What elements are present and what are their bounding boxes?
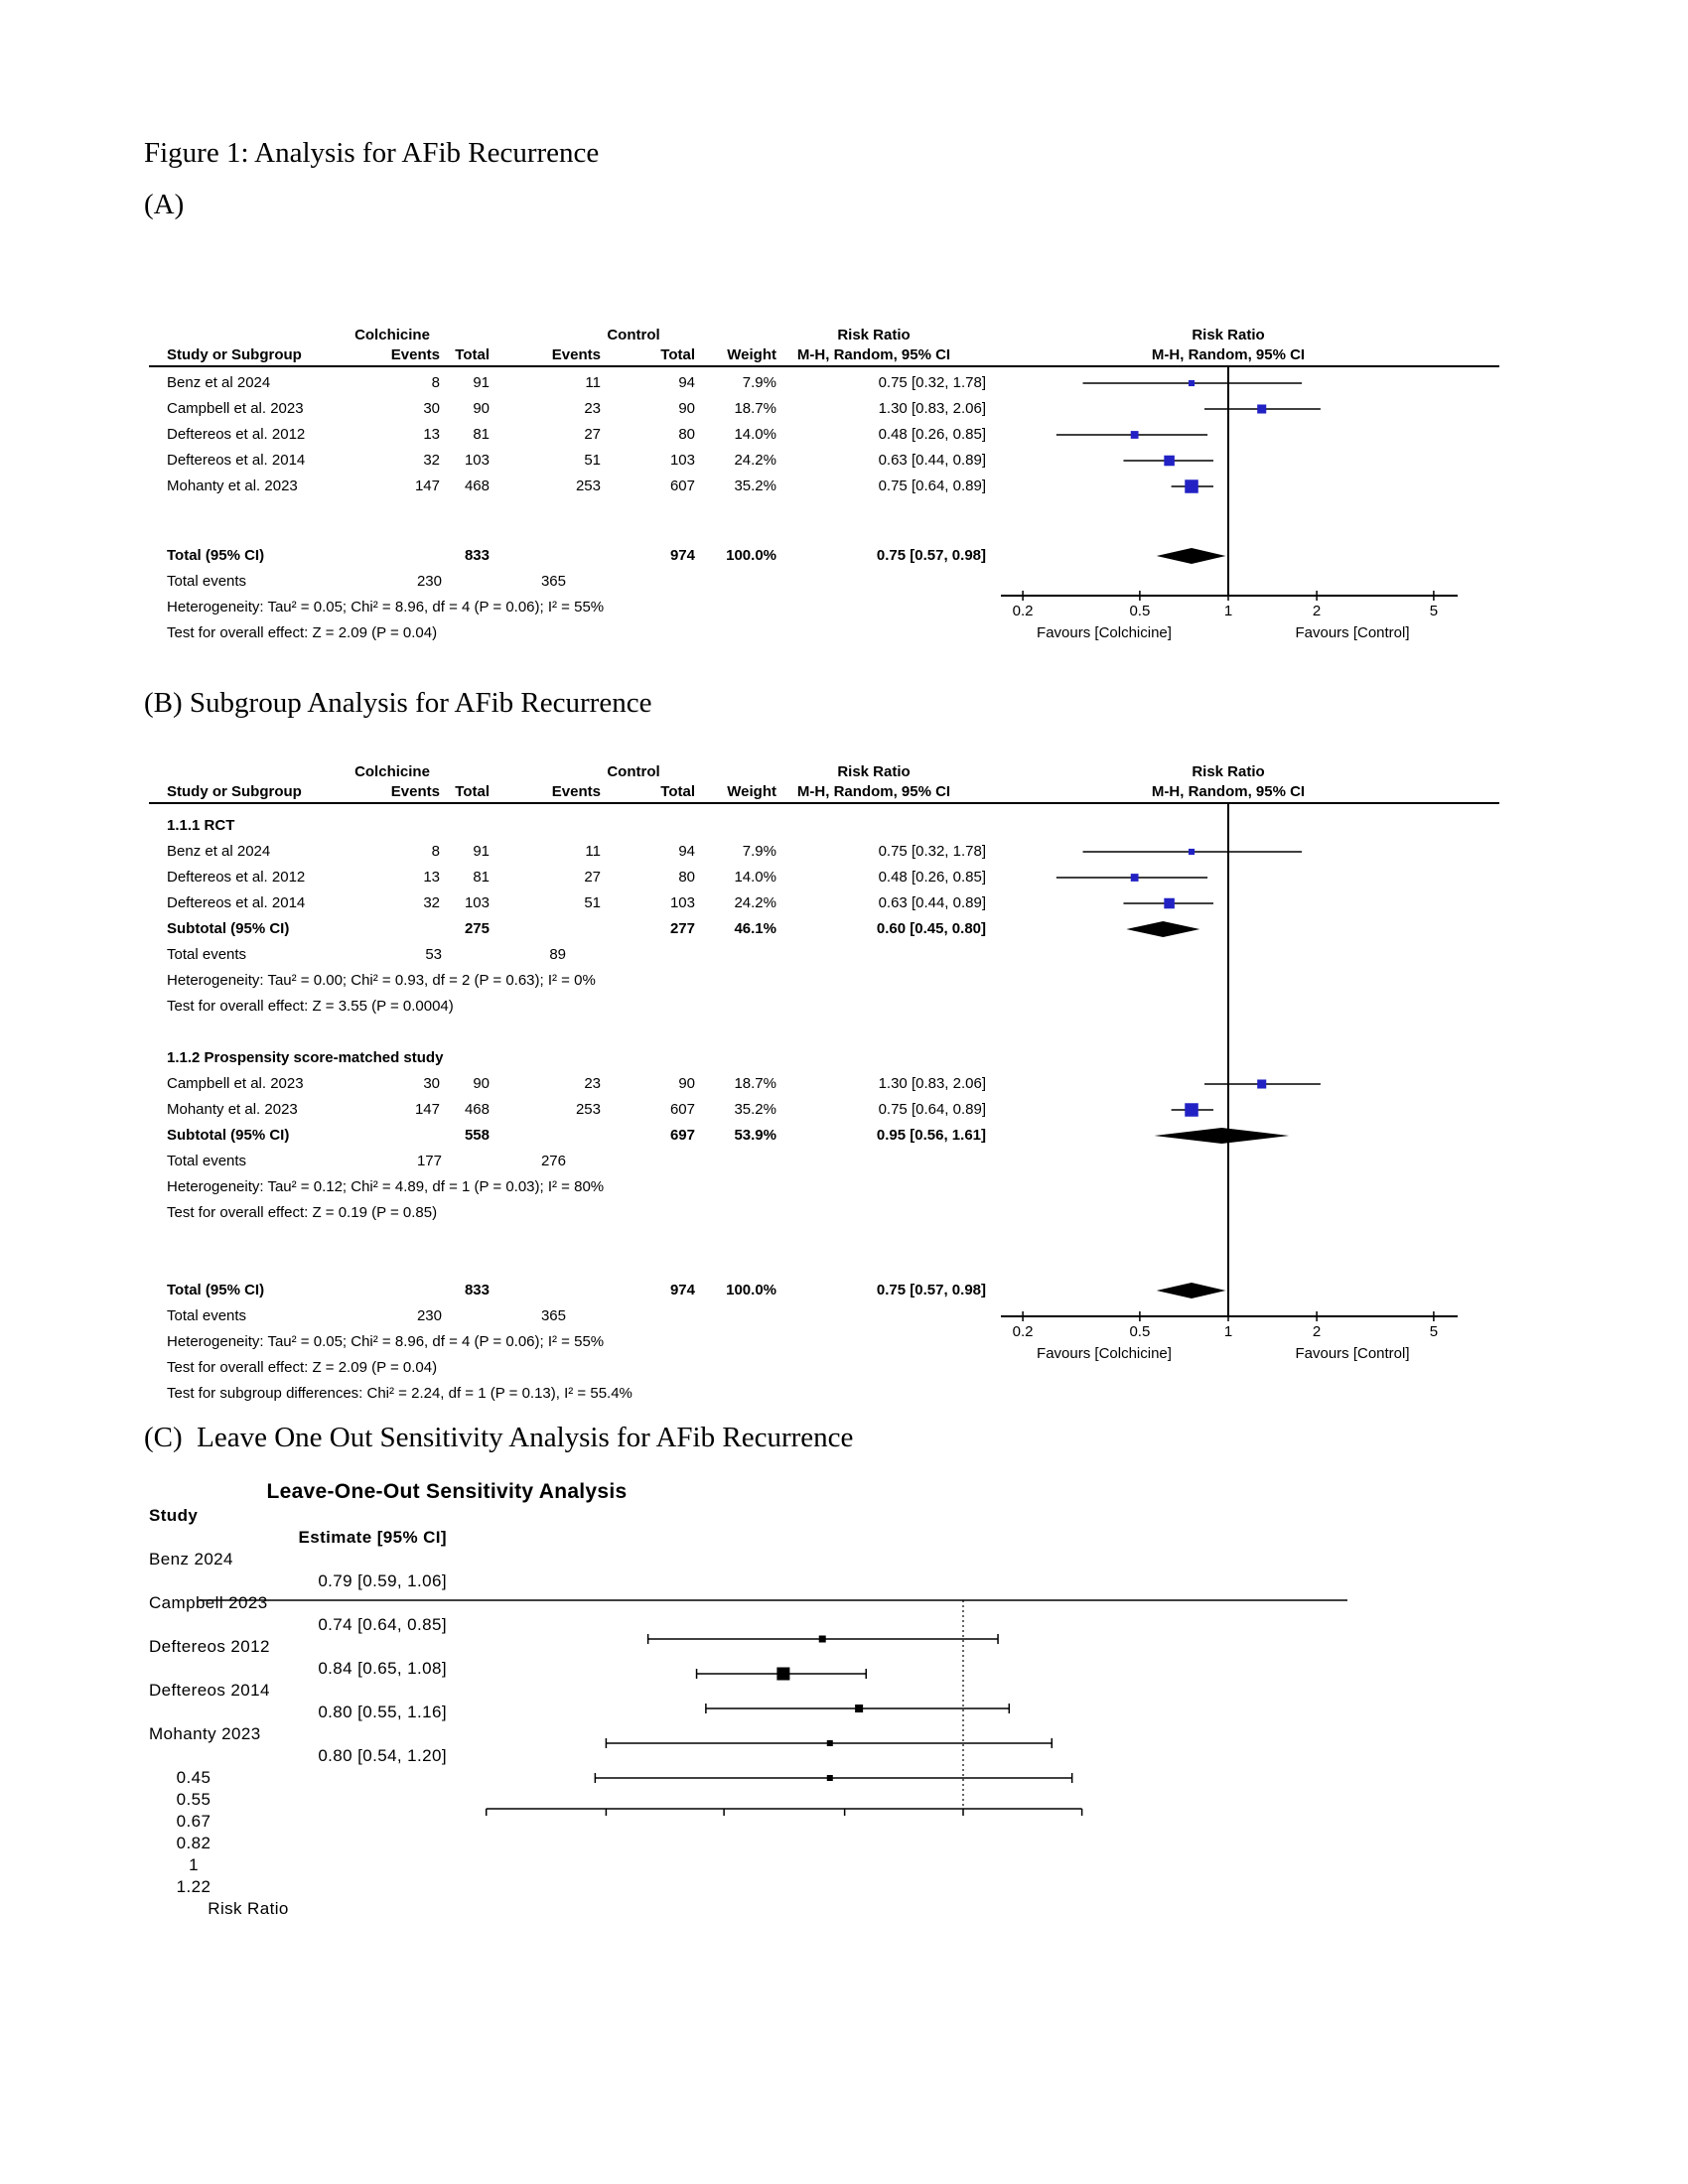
events-control: 23	[584, 1075, 601, 1092]
study-label: Deftereos et al. 2014	[167, 894, 306, 911]
events-control: 51	[584, 452, 601, 469]
total-colchicine: 103	[464, 452, 490, 469]
axis-tick-label: 0.55	[176, 1790, 211, 1809]
study-label: Benz et al 2024	[167, 374, 271, 391]
subtotal-risk-ratio: 0.95 [0.56, 1.61]	[876, 1127, 986, 1144]
col-total-1: Total	[455, 783, 490, 800]
events-control: 27	[584, 426, 601, 443]
estimate-value: 0.74 [0.64, 0.85]	[318, 1615, 447, 1634]
total-events-colchicine: 230	[416, 573, 442, 590]
total-control: 607	[669, 478, 695, 494]
axis-tick-label: 0.45	[176, 1768, 211, 1787]
study-label: Benz 2024	[149, 1550, 233, 1569]
col-study-header: Study	[149, 1506, 199, 1525]
risk-ratio-value: 0.75 [0.32, 1.78]	[878, 843, 986, 860]
events-colchicine: 32	[423, 894, 440, 911]
study-marker	[776, 1668, 789, 1681]
weight-value: 18.7%	[734, 400, 776, 417]
total-total-2: 974	[669, 547, 695, 564]
col-mh-random-text: M-H, Random, 95% CI	[796, 783, 951, 800]
total-control: 80	[678, 869, 695, 886]
axis-tick-label: 5	[1429, 603, 1439, 619]
axis-tick-label: 0.67	[176, 1812, 211, 1831]
events-control: 23	[584, 400, 601, 417]
subtotal-weight: 53.9%	[734, 1127, 776, 1144]
header-rule	[149, 365, 1499, 367]
col-risk-ratio-text: Risk Ratio	[837, 327, 911, 343]
footnote: Test for overall effect: Z = 2.09 (P = 0.04)	[167, 1359, 438, 1376]
col-group-colchicine: Colchicine	[354, 327, 430, 343]
events-control: 11	[585, 374, 601, 391]
axis-tick-label: 0.5	[1129, 603, 1151, 619]
axis-tick-label: 2	[1312, 1323, 1322, 1340]
study-label: Mohanty et al. 2023	[167, 1101, 298, 1118]
col-study-or-subgroup: Study or Subgroup	[167, 783, 302, 800]
total-control: 607	[669, 1101, 695, 1118]
events-control: 253	[575, 478, 601, 494]
total-total-1: 833	[464, 547, 490, 564]
subtotal-risk-ratio: 0.60 [0.45, 0.80]	[876, 920, 986, 937]
risk-ratio-value: 0.48 [0.26, 0.85]	[878, 426, 986, 443]
study-marker	[1189, 380, 1195, 386]
study-label: Deftereos 2012	[149, 1637, 270, 1656]
col-estimate-header: Estimate [95% CI]	[298, 1528, 447, 1547]
total-control: 90	[678, 1075, 695, 1092]
header-rule	[149, 802, 1499, 804]
col-mh-random-text: M-H, Random, 95% CI	[796, 346, 951, 363]
total-control: 94	[678, 374, 695, 391]
risk-ratio-value: 0.48 [0.26, 0.85]	[878, 869, 986, 886]
favours-left-label: Favours [Colchicine]	[1037, 1345, 1172, 1362]
events-colchicine: 8	[431, 374, 440, 391]
loo-plot-graphics	[149, 1479, 1499, 1906]
study-marker	[1185, 1103, 1198, 1117]
events-control: 27	[584, 869, 601, 886]
subtotal-weight: 46.1%	[734, 920, 776, 937]
subtotal-label: Subtotal (95% CI)	[167, 920, 290, 937]
subgroup-heading: 1.1.1 RCT	[167, 817, 235, 834]
col-group-colchicine: Colchicine	[354, 763, 430, 780]
total-events-label: Total events	[167, 946, 247, 963]
estimate-value: 0.80 [0.54, 1.20]	[318, 1746, 447, 1765]
events-colchicine: 30	[423, 1075, 440, 1092]
study-label: Campbell et al. 2023	[167, 1075, 304, 1092]
col-total-2: Total	[660, 783, 695, 800]
risk-ratio-value: 0.63 [0.44, 0.89]	[878, 452, 986, 469]
col-group-control: Control	[607, 327, 660, 343]
total-risk-ratio: 0.75 [0.57, 0.98]	[876, 1282, 986, 1298]
study-marker	[1164, 456, 1175, 467]
footnote: Test for overall effect: Z = 0.19 (P = 0.85)	[167, 1204, 438, 1221]
axis-tick-label: 0.2	[1012, 603, 1034, 619]
events-control: 253	[575, 1101, 601, 1118]
events-control: 11	[585, 843, 601, 860]
panel-a-label: (A)	[144, 189, 185, 220]
subtotal-diamond	[1126, 921, 1199, 937]
subtotal-label: Subtotal (95% CI)	[167, 1127, 290, 1144]
axis-tick-label: 0.2	[1012, 1323, 1034, 1340]
favours-right-label: Favours [Control]	[1295, 624, 1410, 641]
total-diamond	[1157, 1283, 1226, 1298]
axis-tick-label: 1	[1223, 603, 1233, 619]
chart-title: Leave-One-Out Sensitivity Analysis	[266, 1480, 628, 1503]
estimate-value: 0.79 [0.59, 1.06]	[318, 1571, 447, 1590]
weight-value: 24.2%	[734, 452, 776, 469]
total-total-2: 974	[669, 1282, 695, 1298]
col-events-1: Events	[390, 346, 440, 363]
weight-value: 7.9%	[742, 374, 776, 391]
total-weight: 100.0%	[726, 1282, 776, 1298]
panel-c-label: (C) Leave One Out Sensitivity Analysis for AFib Recurrence	[144, 1422, 854, 1453]
events-colchicine: 30	[423, 400, 440, 417]
study-label: Benz et al 2024	[167, 843, 271, 860]
total-colchicine: 81	[473, 426, 490, 443]
total-colchicine: 91	[473, 843, 490, 860]
events-colchicine: 147	[414, 478, 440, 494]
favours-right-label: Favours [Control]	[1295, 1345, 1410, 1362]
panel-c-loo-plot	[149, 1479, 1499, 1918]
study-marker	[1164, 898, 1175, 909]
risk-ratio-value: 1.30 [0.83, 2.06]	[878, 1075, 986, 1092]
footnote: Heterogeneity: Tau² = 0.05; Chi² = 8.96, df = 4 (P = 0.06); I² = 55%	[167, 599, 605, 615]
study-label: Mohanty et al. 2023	[167, 478, 298, 494]
footnote: Heterogeneity: Tau² = 0.12; Chi² = 4.89, df = 1 (P = 0.03); I² = 80%	[167, 1178, 605, 1195]
estimate-value: 0.80 [0.55, 1.16]	[318, 1703, 447, 1721]
col-total-2: Total	[660, 346, 695, 363]
total-colchicine: 468	[464, 478, 490, 494]
panel-b-label: (B) Subgroup Analysis for AFib Recurrence	[144, 687, 652, 719]
study-label: Deftereos et al. 2012	[167, 426, 306, 443]
x-axis-title: Risk Ratio	[208, 1899, 289, 1918]
total-control: 103	[669, 894, 695, 911]
study-marker	[1131, 431, 1139, 439]
risk-ratio-value: 0.75 [0.64, 0.89]	[878, 1101, 986, 1118]
total-control: 90	[678, 400, 695, 417]
study-marker	[1185, 479, 1198, 493]
study-marker	[827, 1740, 833, 1746]
study-marker	[1189, 849, 1195, 855]
events-colchicine: 8	[431, 843, 440, 860]
total-events-control: 365	[540, 573, 566, 590]
panel-a-forest-plot	[149, 324, 1499, 666]
total-control: 80	[678, 426, 695, 443]
footnote: Test for subgroup differences: Chi² = 2.24, df = 1 (P = 0.13), I² = 55.4%	[167, 1385, 633, 1402]
total-colchicine: 91	[473, 374, 490, 391]
col-weight: Weight	[727, 783, 776, 800]
axis-tick-label: 2	[1312, 603, 1322, 619]
total-control: 103	[669, 452, 695, 469]
study-marker	[827, 1775, 833, 1781]
subtotal-total-2: 277	[669, 920, 695, 937]
col-study-or-subgroup: Study or Subgroup	[167, 346, 302, 363]
axis-tick-label: 1	[1223, 1323, 1233, 1340]
col-risk-ratio-plot: Risk Ratio	[1192, 763, 1265, 780]
risk-ratio-value: 1.30 [0.83, 2.06]	[878, 400, 986, 417]
panel-b-forest-plot	[149, 760, 1499, 1406]
axis-tick-label: 1	[189, 1855, 199, 1874]
events-colchicine: 13	[423, 869, 440, 886]
col-risk-ratio-text: Risk Ratio	[837, 763, 911, 780]
events-colchicine: 32	[423, 452, 440, 469]
total-events-control: 89	[549, 946, 566, 963]
estimate-value: 0.84 [0.65, 1.08]	[318, 1659, 447, 1678]
col-weight: Weight	[727, 346, 776, 363]
weight-value: 18.7%	[734, 1075, 776, 1092]
col-risk-ratio-plot: Risk Ratio	[1192, 327, 1265, 343]
total-colchicine: 103	[464, 894, 490, 911]
favours-left-label: Favours [Colchicine]	[1037, 624, 1172, 641]
footnote: Heterogeneity: Tau² = 0.05; Chi² = 8.96, df = 4 (P = 0.06); I² = 55%	[167, 1333, 605, 1350]
study-label: Mohanty 2023	[149, 1724, 261, 1743]
risk-ratio-value: 0.75 [0.32, 1.78]	[878, 374, 986, 391]
col-events-2: Events	[551, 346, 601, 363]
study-label: Deftereos 2014	[149, 1681, 270, 1700]
axis-tick-label: 0.5	[1129, 1323, 1151, 1340]
total-weight: 100.0%	[726, 547, 776, 564]
axis-tick-label: 5	[1429, 1323, 1439, 1340]
study-marker	[1131, 874, 1139, 882]
total-colchicine: 468	[464, 1101, 490, 1118]
total-colchicine: 81	[473, 869, 490, 886]
subtotal-total-1: 558	[464, 1127, 490, 1144]
footnote: Test for overall effect: Z = 3.55 (P = 0.0004)	[167, 998, 454, 1015]
study-marker	[819, 1636, 826, 1643]
col-group-control: Control	[607, 763, 660, 780]
risk-ratio-value: 0.63 [0.44, 0.89]	[878, 894, 986, 911]
col-mh-random-plot: M-H, Random, 95% CI	[1151, 346, 1306, 363]
total-events-label: Total events	[167, 1153, 247, 1169]
study-label: Deftereos et al. 2012	[167, 869, 306, 886]
events-control: 51	[584, 894, 601, 911]
subtotal-total-2: 697	[669, 1127, 695, 1144]
study-label: Campbell et al. 2023	[167, 400, 304, 417]
total-events-control: 365	[540, 1307, 566, 1324]
weight-value: 35.2%	[734, 1101, 776, 1118]
col-events-2: Events	[551, 783, 601, 800]
axis-tick-label: 1.22	[176, 1877, 211, 1896]
total-label: Total (95% CI)	[167, 1282, 265, 1298]
col-total-1: Total	[455, 346, 490, 363]
footnote: Heterogeneity: Tau² = 0.00; Chi² = 0.93, df = 2 (P = 0.63); I² = 0%	[167, 972, 596, 989]
weight-value: 7.9%	[742, 843, 776, 860]
study-marker	[1257, 404, 1266, 413]
weight-value: 14.0%	[734, 869, 776, 886]
total-diamond	[1157, 548, 1226, 564]
figure-caption: Figure 1: Analysis for AFib Recurrence	[144, 137, 600, 169]
total-events-label: Total events	[167, 573, 247, 590]
axis-tick-label: 0.82	[176, 1834, 211, 1852]
events-colchicine: 147	[414, 1101, 440, 1118]
study-label: Deftereos et al. 2014	[167, 452, 306, 469]
subtotal-diamond	[1154, 1128, 1289, 1144]
total-events-control: 276	[540, 1153, 566, 1169]
study-marker	[1257, 1079, 1266, 1088]
total-events-colchicine: 53	[425, 946, 442, 963]
total-events-label: Total events	[167, 1307, 247, 1324]
total-risk-ratio: 0.75 [0.57, 0.98]	[876, 547, 986, 564]
total-events-colchicine: 177	[416, 1153, 442, 1169]
col-events-1: Events	[390, 783, 440, 800]
events-colchicine: 13	[423, 426, 440, 443]
weight-value: 35.2%	[734, 478, 776, 494]
total-events-colchicine: 230	[416, 1307, 442, 1324]
weight-value: 24.2%	[734, 894, 776, 911]
weight-value: 14.0%	[734, 426, 776, 443]
total-colchicine: 90	[473, 400, 490, 417]
subtotal-total-1: 275	[464, 920, 490, 937]
total-control: 94	[678, 843, 695, 860]
risk-ratio-value: 0.75 [0.64, 0.89]	[878, 478, 986, 494]
total-label: Total (95% CI)	[167, 547, 265, 564]
total-total-1: 833	[464, 1282, 490, 1298]
study-marker	[855, 1705, 863, 1712]
total-colchicine: 90	[473, 1075, 490, 1092]
col-mh-random-plot: M-H, Random, 95% CI	[1151, 783, 1306, 800]
study-label: Campbell 2023	[149, 1593, 268, 1612]
footnote: Test for overall effect: Z = 2.09 (P = 0.04)	[167, 624, 438, 641]
subgroup-heading: 1.1.2 Prospensity score-matched study	[167, 1049, 444, 1066]
